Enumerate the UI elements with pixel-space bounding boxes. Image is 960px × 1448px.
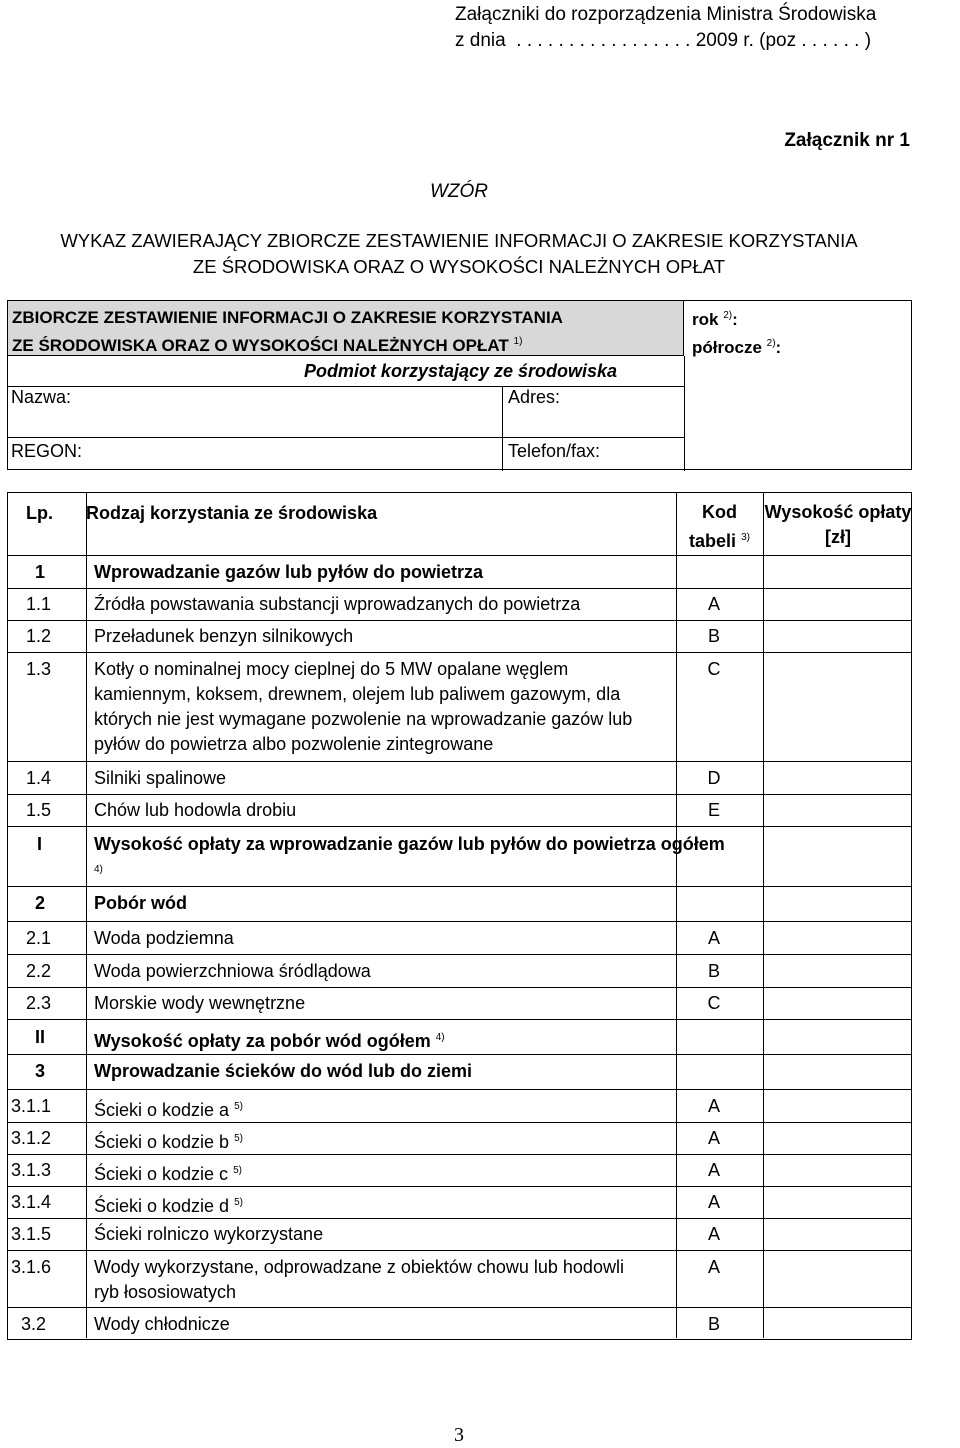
row-description-text: Ścieki o kodzie b xyxy=(94,1132,230,1152)
row-code: B xyxy=(707,961,720,981)
divider xyxy=(8,437,684,438)
row-code: A xyxy=(707,928,720,948)
half-year-label: półrocze xyxy=(692,338,762,357)
row-description xyxy=(94,1094,694,1123)
row-description-text: Ścieki o kodzie c xyxy=(94,1164,229,1184)
row-lp: 1.2 xyxy=(26,626,52,646)
row-description xyxy=(94,1025,694,1054)
template-label: WZÓR xyxy=(429,181,489,202)
regulation-header-line1: Załączniki do rozporządzenia Ministra Środowiska xyxy=(455,4,877,25)
footnote-ref: 4) xyxy=(94,864,103,875)
footnote-ref: 5) xyxy=(233,1165,242,1176)
divider xyxy=(8,921,911,922)
divider xyxy=(8,987,911,988)
document-title-line1: WYKAZ ZAWIERAJĄCY ZBIORCZE ZESTAWIENIE INFORMACJI O ZAKRESIE KORZYSTANIA xyxy=(60,230,858,251)
row-lp: I xyxy=(37,834,43,854)
summary-heading-line1: ZBIORCZE ZESTAWIENIE INFORMACJI O ZAKRESIE KORZYSTANIA xyxy=(12,308,563,327)
footnote-ref: 5) xyxy=(234,1197,243,1208)
row-description-text: Ścieki o kodzie a xyxy=(94,1100,230,1120)
header-lp: Lp. xyxy=(26,503,53,523)
row-code: C xyxy=(707,659,721,679)
summary-heading-line2: ZE ŚRODOWISKA ORAZ O WYSOKOŚCI NALEŻNYCH OPŁAT xyxy=(12,336,509,355)
row-lp: 3.1.6 xyxy=(11,1257,52,1277)
row-lp: 3.1.3 xyxy=(11,1160,52,1180)
footnote-ref: 2) xyxy=(766,338,776,349)
divider xyxy=(8,1019,911,1020)
row-description-text: Ścieki o kodzie d xyxy=(94,1196,230,1216)
page-number: 3 xyxy=(454,1424,464,1446)
row-description: Kotły o nominalnej mocy cieplnej do 5 MW opalane węglem kamiennym, koksem, drewnem, olejem lub paliwem gazowym, dla których nie jest wymagane pozwolenie na wprowadzanie gazów lub pyłów do powietrza albo pozwolenie zintegrowane xyxy=(94,659,633,754)
footnote-ref: 5) xyxy=(234,1133,243,1144)
address-field-label: Adres: xyxy=(508,387,561,407)
row-lp: 2.3 xyxy=(26,993,52,1013)
row-code: C xyxy=(707,993,721,1013)
row-description xyxy=(94,832,734,886)
divider xyxy=(8,588,911,589)
divider xyxy=(8,794,911,795)
footnote-ref: 5) xyxy=(234,1101,243,1112)
divider xyxy=(8,1250,911,1251)
document-title-line2: ZE ŚRODOWISKA ORAZ O WYSOKOŚCI NALEŻNYCH OPŁAT xyxy=(192,256,726,277)
divider xyxy=(8,886,911,887)
colon: : xyxy=(732,310,738,329)
row-code: A xyxy=(707,1257,720,1277)
row-description: Wody wykorzystane, odprowadzane z obiektów chowu lub hodowli ryb łososiowatych xyxy=(94,1257,624,1302)
row-description-text: Wysokość opłaty za pobór wód ogółem xyxy=(94,1031,431,1051)
row-code: A xyxy=(707,1224,720,1244)
divider xyxy=(8,1307,911,1308)
regulation-header-line2: z dnia . . . . . . . . . . . . . . . . . 2009 r. (poz . . . . . . ) xyxy=(455,30,872,51)
header-usage-type: Rodzaj korzystania ze środowiska xyxy=(86,503,378,523)
divider xyxy=(8,386,684,387)
footnote-ref: 1) xyxy=(513,336,523,347)
row-code: A xyxy=(707,1160,720,1180)
row-lp: 2.2 xyxy=(26,961,52,981)
summary-heading-cell xyxy=(8,301,684,356)
row-code: B xyxy=(707,1314,720,1334)
row-lp: 1.5 xyxy=(26,800,52,820)
header-code-line2: tabeli xyxy=(689,531,737,551)
row-description: Wprowadzanie ścieków do wód lub do ziemi xyxy=(94,1061,473,1081)
header-fee-amount xyxy=(763,500,913,550)
footnote-ref: 4) xyxy=(435,1032,445,1043)
header-table-code xyxy=(676,500,763,554)
divider xyxy=(8,826,911,827)
divider xyxy=(502,386,503,471)
divider xyxy=(8,761,911,762)
row-description xyxy=(94,1190,694,1219)
divider xyxy=(684,356,685,471)
row-description: Ścieki rolniczo wykorzystane xyxy=(94,1224,324,1244)
row-code: D xyxy=(707,768,721,788)
fees-table xyxy=(7,492,912,1340)
divider xyxy=(8,1089,911,1090)
row-lp: 2 xyxy=(35,893,46,913)
row-lp: 3.1.5 xyxy=(11,1224,52,1244)
row-code: A xyxy=(707,1192,720,1212)
colon: : xyxy=(775,338,782,357)
row-lp: 3.1.2 xyxy=(11,1128,52,1148)
name-field-label: Nazwa: xyxy=(11,387,72,407)
header-code-line1: Kod xyxy=(702,502,737,522)
row-description: Przeładunek benzyn silnikowych xyxy=(94,626,354,646)
divider xyxy=(8,652,911,653)
year-label: rok xyxy=(692,310,719,329)
period-cell xyxy=(692,304,781,360)
phone-fax-field-label: Telefon/fax: xyxy=(508,441,601,461)
row-lp: 3.1.1 xyxy=(11,1096,52,1116)
row-description: Woda podziemna xyxy=(94,928,234,948)
row-lp: 1 xyxy=(35,562,46,582)
row-description: Woda powierzchniowa śródlądowa xyxy=(94,961,371,981)
row-lp: 2.1 xyxy=(26,928,52,948)
divider xyxy=(8,954,911,955)
row-lp: 1.4 xyxy=(26,768,52,788)
row-lp: 1.3 xyxy=(26,659,52,679)
annex-number: Załącznik nr 1 xyxy=(784,130,910,151)
regon-field-label: REGON: xyxy=(11,441,83,461)
footnote-ref: 2) xyxy=(723,310,733,321)
row-description: Pobór wód xyxy=(94,893,187,913)
row-description: Chów lub hodowla drobiu xyxy=(94,800,297,820)
row-lp: 3.2 xyxy=(21,1314,47,1334)
row-lp: 1.1 xyxy=(26,594,52,614)
row-lp: II xyxy=(35,1027,46,1047)
row-description: Wody chłodnicze xyxy=(94,1314,230,1334)
row-code: B xyxy=(707,626,720,646)
divider xyxy=(8,555,911,556)
entity-section-title: Podmiot korzystający ze środowiska xyxy=(303,361,618,381)
row-code: E xyxy=(707,800,720,820)
row-description-text: Wysokość opłaty za wprowadzanie gazów lub pyłów do powietrza ogółem xyxy=(94,834,725,854)
row-lp: 3 xyxy=(35,1061,46,1081)
footnote-ref: 3) xyxy=(741,532,750,543)
entity-info-box xyxy=(7,300,912,470)
row-description xyxy=(94,1158,694,1187)
header-fee-line2: [zł] xyxy=(825,527,851,547)
row-description xyxy=(94,1126,694,1155)
row-code: A xyxy=(707,1128,720,1148)
divider xyxy=(8,1054,911,1055)
row-description: Silniki spalinowe xyxy=(94,768,227,788)
row-code: A xyxy=(707,594,720,614)
row-lp: 3.1.4 xyxy=(11,1192,52,1212)
divider xyxy=(8,620,911,621)
header-fee-line1: Wysokość opłaty xyxy=(764,502,912,522)
row-code: A xyxy=(707,1096,720,1116)
row-description: Wprowadzanie gazów lub pyłów do powietrza xyxy=(94,562,484,582)
row-description: Źródła powstawania substancji wprowadzanych do powietrza xyxy=(94,594,581,614)
row-description: Morskie wody wewnętrzne xyxy=(94,993,306,1013)
